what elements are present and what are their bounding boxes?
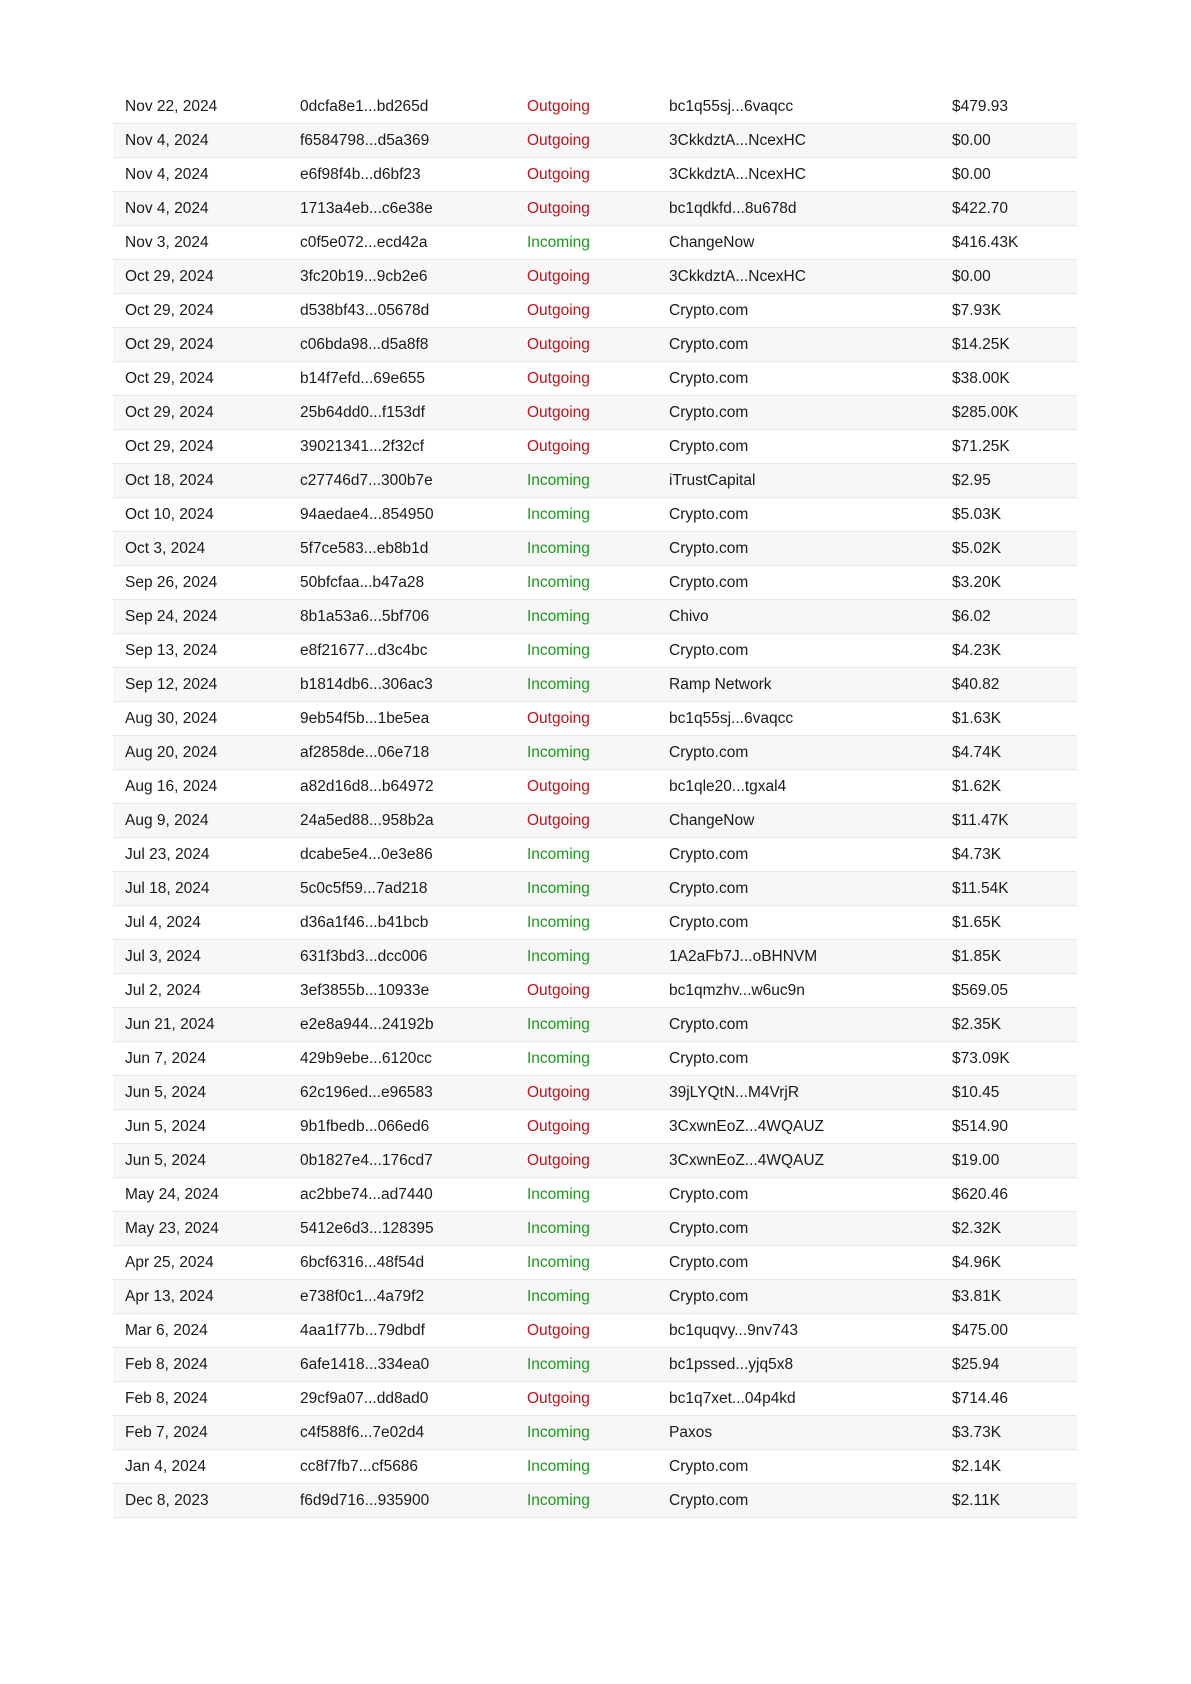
table-row [113,464,1077,498]
tx-hash[interactable]: e8f21677...d3c4bc [300,641,428,659]
tx-date: Aug 20, 2024 [125,743,218,761]
tx-date: Sep 12, 2024 [125,675,218,693]
tx-direction: Incoming [527,913,590,931]
tx-date: Feb 7, 2024 [125,1423,208,1441]
tx-date: Aug 30, 2024 [125,709,218,727]
table-row [113,396,1077,430]
tx-date: Feb 8, 2024 [125,1355,208,1373]
tx-counterparty[interactable]: 3CkkdztA...NcexHC [669,267,806,285]
tx-date: Jul 18, 2024 [125,879,210,897]
tx-date: Jan 4, 2024 [125,1457,207,1475]
table-row [113,566,1077,600]
tx-date: Jul 23, 2024 [125,845,210,863]
tx-direction: Outgoing [527,335,590,353]
table-row [113,1144,1077,1178]
tx-amount: $4.74K [952,743,1002,761]
tx-date: Oct 29, 2024 [125,267,214,285]
tx-amount: $1.85K [952,947,1002,965]
tx-direction: Outgoing [527,97,590,115]
tx-hash[interactable]: 6bcf6316...48f54d [300,1253,425,1271]
tx-direction: Incoming [527,641,590,659]
table-row [113,498,1077,532]
tx-date: Oct 10, 2024 [125,505,214,523]
tx-hash[interactable]: b1814db6...306ac3 [300,675,433,693]
tx-counterparty[interactable]: bc1q55sj...6vaqcc [669,97,794,115]
tx-amount: $5.02K [952,539,1002,557]
tx-amount: $3.20K [952,573,1002,591]
tx-counterparty[interactable]: Chivo [669,607,709,625]
tx-date: Jul 3, 2024 [125,947,201,965]
table-row [113,1416,1077,1450]
tx-date: Jul 2, 2024 [125,981,201,999]
tx-date: Jun 21, 2024 [125,1015,215,1033]
tx-amount: $2.32K [952,1219,1002,1237]
tx-amount: $7.93K [952,301,1002,319]
tx-direction: Incoming [527,1015,590,1033]
tx-counterparty[interactable]: 39jLYQtN...M4VrjR [669,1083,800,1101]
tx-direction: Incoming [527,1491,590,1509]
table-row [113,192,1077,226]
table-row [113,430,1077,464]
tx-counterparty[interactable]: Crypto.com [669,1253,749,1271]
tx-counterparty[interactable]: Crypto.com [669,743,749,761]
tx-hash[interactable]: 5412e6d3...128395 [300,1219,434,1237]
tx-direction: Incoming [527,1185,590,1203]
tx-hash[interactable]: b14f7efd...69e655 [300,369,425,387]
tx-counterparty[interactable]: Crypto.com [669,1185,749,1203]
tx-direction: Outgoing [527,301,590,319]
table-row [113,1382,1077,1416]
table-row [113,634,1077,668]
tx-date: Jun 7, 2024 [125,1049,207,1067]
tx-direction: Incoming [527,1287,590,1305]
tx-direction: Outgoing [527,1151,590,1169]
tx-hash[interactable]: e738f0c1...4a79f2 [300,1287,425,1305]
tx-hash[interactable]: af2858de...06e718 [300,743,430,761]
tx-amount: $11.54K [952,879,1009,897]
tx-hash[interactable]: 25b64dd0...f153df [300,403,425,421]
tx-counterparty[interactable]: Crypto.com [669,879,749,897]
tx-amount: $2.11K [952,1491,1000,1509]
tx-date: Aug 9, 2024 [125,811,209,829]
tx-date: Nov 4, 2024 [125,165,209,183]
table-row [113,804,1077,838]
tx-hash[interactable]: 0b1827e4...176cd7 [300,1151,433,1169]
tx-amount: $6.02 [952,607,991,625]
tx-counterparty[interactable]: Crypto.com [669,641,749,659]
tx-date: Oct 29, 2024 [125,403,214,421]
tx-direction: Incoming [527,947,590,965]
tx-direction: Incoming [527,505,590,523]
table-row [113,294,1077,328]
tx-direction: Incoming [527,1457,590,1475]
tx-counterparty[interactable]: Crypto.com [669,335,749,353]
tx-amount: $2.14K [952,1457,1002,1475]
tx-direction: Incoming [527,1253,590,1271]
tx-direction: Outgoing [527,199,590,217]
tx-amount: $1.65K [952,913,1002,931]
tx-counterparty[interactable]: Crypto.com [669,573,749,591]
tx-amount: $569.05 [952,981,1009,999]
tx-direction: Outgoing [527,1117,590,1135]
tx-date: Oct 18, 2024 [125,471,214,489]
tx-amount: $4.96K [952,1253,1002,1271]
tx-hash[interactable]: 3fc20b19...9cb2e6 [300,267,428,285]
tx-counterparty[interactable]: 1A2aFb7J...oBHNVM [669,947,818,965]
tx-counterparty[interactable]: ChangeNow [669,233,755,251]
tx-counterparty[interactable]: Crypto.com [669,1457,749,1475]
tx-hash[interactable]: 29cf9a07...dd8ad0 [300,1389,429,1407]
table-row [113,838,1077,872]
table-row [113,1484,1077,1518]
tx-direction: Incoming [527,675,590,693]
tx-counterparty[interactable]: bc1qdkfd...8u678d [669,199,797,217]
tx-direction: Outgoing [527,131,590,149]
tx-direction: Outgoing [527,165,590,183]
tx-hash[interactable]: 1713a4eb...c6e38e [300,199,433,217]
tx-hash[interactable]: 3ef3855b...10933e [300,981,430,999]
tx-amount: $2.35K [952,1015,1002,1033]
tx-date: Nov 3, 2024 [125,233,209,251]
table-row [113,328,1077,362]
tx-date: Feb 8, 2024 [125,1389,208,1407]
tx-hash[interactable]: a82d16d8...b64972 [300,777,434,795]
tx-date: Nov 4, 2024 [125,199,209,217]
table-row [113,532,1077,566]
tx-amount: $11.47K [952,811,1009,829]
tx-hash[interactable]: 24a5ed88...958b2a [300,811,434,829]
tx-counterparty[interactable]: 3CxwnEoZ...4WQAUZ [669,1117,825,1135]
tx-date: Jun 5, 2024 [125,1083,207,1101]
table-row [113,1246,1077,1280]
tx-amount: $25.94 [952,1355,1000,1373]
tx-counterparty[interactable]: bc1qle20...tgxal4 [669,777,787,795]
tx-counterparty[interactable]: Crypto.com [669,505,749,523]
tx-counterparty[interactable]: bc1pssed...yjq5x8 [669,1355,794,1373]
tx-amount: $4.73K [952,845,1002,863]
tx-hash[interactable]: c4f588f6...7e02d4 [300,1423,425,1441]
tx-date: Sep 26, 2024 [125,573,218,591]
tx-date: Sep 24, 2024 [125,607,218,625]
table-row [113,668,1077,702]
tx-amount: $73.09K [952,1049,1010,1067]
tx-amount: $10.45 [952,1083,1000,1101]
table-row [113,1042,1077,1076]
tx-direction: Incoming [527,1049,590,1067]
tx-date: Oct 29, 2024 [125,301,214,319]
tx-amount: $0.00 [952,165,991,183]
tx-counterparty[interactable]: iTrustCapital [669,471,756,489]
tx-counterparty[interactable]: 3CkkdztA...NcexHC [669,165,806,183]
tx-amount: $422.70 [952,199,1009,217]
tx-hash[interactable]: c27746d7...300b7e [300,471,433,489]
tx-direction: Incoming [527,1219,590,1237]
tx-direction: Outgoing [527,1083,590,1101]
tx-hash[interactable]: 50bfcfaa...b47a28 [300,573,425,591]
tx-hash[interactable]: 4aa1f77b...79dbdf [300,1321,425,1339]
tx-amount: $1.63K [952,709,1002,727]
tx-amount: $4.23K [952,641,1002,659]
tx-hash[interactable]: 9b1fbedb...066ed6 [300,1117,430,1135]
table-row [113,1314,1077,1348]
table-row [113,158,1077,192]
table-row [113,940,1077,974]
table-row [113,1280,1077,1314]
tx-hash[interactable]: cc8f7fb7...cf5686 [300,1457,419,1475]
tx-date: Oct 29, 2024 [125,437,214,455]
tx-amount: $3.73K [952,1423,1002,1441]
table-row [113,1348,1077,1382]
tx-amount: $285.00K [952,403,1019,421]
tx-amount: $479.93 [952,97,1009,115]
tx-counterparty[interactable]: Ramp Network [669,675,772,693]
tx-direction: Outgoing [527,267,590,285]
tx-amount: $0.00 [952,267,991,285]
tx-direction: Incoming [527,879,590,897]
tx-amount: $620.46 [952,1185,1009,1203]
tx-amount: $514.90 [952,1117,1009,1135]
tx-hash[interactable]: c06bda98...d5a8f8 [300,335,429,353]
tx-hash[interactable]: f6d9d716...935900 [300,1491,430,1509]
table-row [113,1076,1077,1110]
table-row [113,702,1077,736]
tx-date: Oct 3, 2024 [125,539,206,557]
table-row [113,1178,1077,1212]
table-row [113,1212,1077,1246]
tx-counterparty[interactable]: Crypto.com [669,301,749,319]
tx-hash[interactable]: 631f3bd3...dcc006 [300,947,428,965]
tx-counterparty[interactable]: bc1q7xet...04p4kd [669,1389,796,1407]
tx-direction: Incoming [527,573,590,591]
tx-hash[interactable]: 5f7ce583...eb8b1d [300,539,429,557]
tx-hash[interactable]: 8b1a53a6...5bf706 [300,607,430,625]
tx-hash[interactable]: d36a1f46...b41bcb [300,913,429,931]
tx-direction: Outgoing [527,1389,590,1407]
table-row [113,124,1077,158]
tx-date: Jul 4, 2024 [125,913,201,931]
table-row [113,362,1077,396]
tx-counterparty[interactable]: ChangeNow [669,811,755,829]
tx-amount: $2.95 [952,471,991,489]
tx-date: Jun 5, 2024 [125,1151,207,1169]
table-row [113,1008,1077,1042]
table-row [113,974,1077,1008]
tx-counterparty[interactable]: Crypto.com [669,1287,749,1305]
tx-hash[interactable]: 39021341...2f32cf [300,437,425,455]
tx-counterparty[interactable]: bc1q55sj...6vaqcc [669,709,794,727]
transactions-table [113,90,1077,1518]
tx-date: Apr 13, 2024 [125,1287,214,1305]
tx-amount: $5.03K [952,505,1002,523]
table-row [113,90,1077,124]
tx-counterparty[interactable]: Crypto.com [669,539,749,557]
tx-direction: Incoming [527,471,590,489]
tx-date: Nov 22, 2024 [125,97,218,115]
tx-counterparty[interactable]: Crypto.com [669,1219,749,1237]
tx-amount: $3.81K [952,1287,1002,1305]
tx-direction: Incoming [527,1355,590,1373]
tx-hash[interactable]: d538bf43...05678d [300,301,430,319]
tx-direction: Outgoing [527,777,590,795]
tx-direction: Outgoing [527,811,590,829]
tx-counterparty[interactable]: Crypto.com [669,1049,749,1067]
tx-direction: Incoming [527,743,590,761]
tx-counterparty[interactable]: bc1qmzhv...w6uc9n [669,981,805,999]
tx-amount: $14.25K [952,335,1010,353]
tx-counterparty[interactable]: Crypto.com [669,1015,749,1033]
tx-date: Aug 16, 2024 [125,777,218,795]
tx-direction: Outgoing [527,709,590,727]
table-row [113,872,1077,906]
tx-date: May 24, 2024 [125,1185,219,1203]
tx-counterparty[interactable]: Crypto.com [669,437,749,455]
tx-hash[interactable]: 429b9ebe...6120cc [300,1049,432,1067]
table-row [113,260,1077,294]
tx-amount: $71.25K [952,437,1010,455]
table-row [113,226,1077,260]
tx-hash[interactable]: e6f98f4b...d6bf23 [300,165,421,183]
tx-direction: Outgoing [527,981,590,999]
tx-hash[interactable]: 94aedae4...854950 [300,505,434,523]
tx-direction: Outgoing [527,369,590,387]
table-row [113,770,1077,804]
tx-hash[interactable]: dcabe5e4...0e3e86 [300,845,433,863]
tx-hash[interactable]: e2e8a944...24192b [300,1015,434,1033]
tx-date: Jun 5, 2024 [125,1117,207,1135]
tx-hash[interactable]: ac2bbe74...ad7440 [300,1185,433,1203]
tx-direction: Incoming [527,1423,590,1441]
tx-date: Mar 6, 2024 [125,1321,208,1339]
tx-date: Sep 13, 2024 [125,641,218,659]
tx-date: Apr 25, 2024 [125,1253,214,1271]
table-row [113,600,1077,634]
tx-direction: Incoming [527,845,590,863]
tx-direction: Outgoing [527,1321,590,1339]
tx-hash[interactable]: 0dcfa8e1...bd265d [300,97,429,115]
tx-amount: $38.00K [952,369,1010,387]
tx-date: Oct 29, 2024 [125,369,214,387]
tx-counterparty[interactable]: Crypto.com [669,1491,749,1509]
tx-hash[interactable]: c0f5e072...ecd42a [300,233,428,251]
tx-counterparty[interactable]: 3CxwnEoZ...4WQAUZ [669,1151,825,1169]
table-row [113,1110,1077,1144]
tx-direction: Incoming [527,233,590,251]
tx-date: May 23, 2024 [125,1219,219,1237]
tx-counterparty[interactable]: bc1quqvy...9nv743 [669,1321,798,1339]
tx-counterparty[interactable]: Paxos [669,1423,713,1441]
tx-hash[interactable]: f6584798...d5a369 [300,131,430,149]
tx-amount: $1.62K [952,777,1002,795]
table-row [113,906,1077,940]
table-row [113,1450,1077,1484]
tx-amount: $19.00 [952,1151,1000,1169]
tx-date: Oct 29, 2024 [125,335,214,353]
tx-hash[interactable]: 6afe1418...334ea0 [300,1355,430,1373]
tx-amount: $0.00 [952,131,991,149]
tx-counterparty[interactable]: Crypto.com [669,913,749,931]
tx-hash[interactable]: 62c196ed...e96583 [300,1083,433,1101]
tx-date: Dec 8, 2023 [125,1491,209,1509]
tx-date: Nov 4, 2024 [125,131,209,149]
tx-hash[interactable]: 5c0c5f59...7ad218 [300,879,428,897]
tx-counterparty[interactable]: Crypto.com [669,369,749,387]
tx-direction: Incoming [527,539,590,557]
tx-amount: $40.82 [952,675,1000,693]
tx-amount: $475.00 [952,1321,1009,1339]
tx-counterparty[interactable]: Crypto.com [669,845,749,863]
tx-amount: $416.43K [952,233,1019,251]
tx-direction: Incoming [527,607,590,625]
tx-counterparty[interactable]: 3CkkdztA...NcexHC [669,131,806,149]
tx-counterparty[interactable]: Crypto.com [669,403,749,421]
tx-amount: $714.46 [952,1389,1009,1407]
tx-direction: Outgoing [527,437,590,455]
tx-hash[interactable]: 9eb54f5b...1be5ea [300,709,430,727]
table-row [113,736,1077,770]
tx-direction: Outgoing [527,403,590,421]
